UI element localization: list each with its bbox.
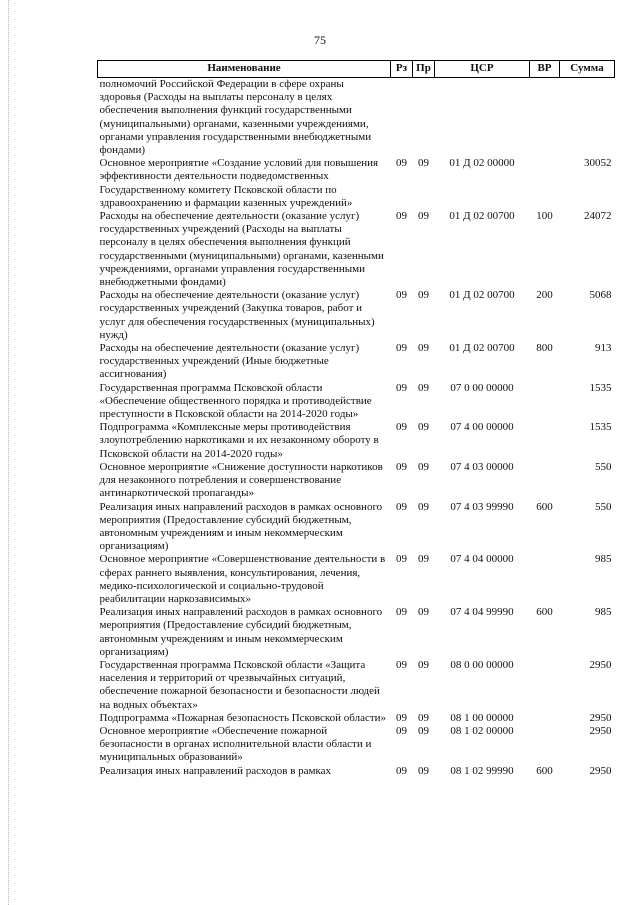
cell-name: Государственная программа Псковской области «Защита населения и территорий от чрезвычайных ситуаций, обеспечение пожарной безопасности и безопасности людей на водных объектах»: [99, 658, 380, 711]
cell-csr: 07 4 04 99990: [450, 606, 514, 619]
cell-rz: [391, 78, 413, 158]
cell-name: Основное мероприятие «Снижение доступности наркотиков для незаконного потребления и совершенствование антинаркотической пропаганды»: [99, 460, 383, 500]
cell-vr: 600: [536, 764, 553, 777]
cell-name: Реализация иных направлений расходов в рамках основного мероприятия (Предоставление субсидий бюджетным, автономным учреждениям и иным некоммерческим организациям): [99, 606, 383, 658]
cell-pr: 09: [418, 711, 429, 724]
table-row: [98, 501, 615, 554]
cell-rz: 09: [396, 342, 407, 355]
cell-rz: 09: [396, 289, 407, 302]
header-csr: ЦСР: [435, 61, 530, 78]
cell-pr: 09: [418, 289, 429, 302]
cell-name: Реализация иных направлений расходов в рамках: [99, 764, 332, 777]
cell-sum: 2950: [589, 764, 612, 777]
cell-vr: [530, 659, 560, 712]
cell-rz: 09: [396, 606, 407, 619]
table-row: [98, 659, 615, 712]
table-row: [98, 725, 615, 765]
cell-csr: 07 4 00 00000: [450, 421, 514, 434]
cell-name: Реализация иных направлений расходов в рамках основного мероприятия (Предоставление субсидий бюджетным, автономным учреждениям и иным некоммерческим организациям): [99, 500, 383, 553]
cell-pr: 09: [418, 724, 429, 737]
cell-csr: 01 Д 02 00000: [449, 157, 515, 170]
cell-vr: 200: [536, 289, 553, 302]
table-row: [98, 289, 615, 342]
cell-name: Расходы на обеспечение деятельности (оказание услуг) государственных учреждений (Иные бюджетные ассигнования): [99, 342, 360, 381]
cell-sum: 5068: [589, 289, 612, 302]
cell-pr: 09: [418, 421, 429, 434]
table-row: [98, 421, 615, 461]
cell-vr: 600: [536, 606, 553, 619]
cell-csr: 07 4 04 00000: [450, 553, 514, 566]
table-row: [98, 157, 615, 210]
cell-name: Подпрограмма «Комплексные меры противодействия злоупотреблению наркотиками и их незаконному обороту в Псковской области на 2014-2020 годы»: [99, 421, 379, 460]
table-row: [98, 78, 615, 158]
cell-sum: 550: [595, 460, 612, 473]
cell-csr: 07 0 00 00000: [450, 381, 514, 394]
cell-name: Основное мероприятие «Создание условий для повышения эффективности деятельности подведомственных Государственному комитету Псковской области по здравоохранению и фармации казенных учреждений»: [99, 157, 379, 209]
cell-name: Расходы на обеспечение деятельности (оказание услуг) государственных учреждений (Закупка товаров, работ и услуг для обеспечения государственных (муниципальных) нужд): [99, 289, 375, 341]
cell-pr: 09: [418, 342, 429, 355]
cell-rz: 09: [396, 724, 407, 737]
cell-pr: 09: [418, 658, 429, 671]
cell-vr: [530, 725, 560, 765]
header-vr: ВР: [530, 61, 560, 78]
cell-name: Государственная программа Псковской области «Обеспечение общественного порядка и противодействие преступности в Псковской области на 2014-2020 годы»: [99, 381, 372, 421]
cell-csr: 01 Д 02 00700: [449, 210, 515, 223]
cell-csr: 07 4 03 99990: [450, 500, 514, 513]
cell-sum: 2950: [589, 724, 612, 737]
cell-vr: [530, 712, 560, 725]
cell-pr: 09: [418, 606, 429, 619]
cell-vr: [530, 78, 560, 158]
cell-vr: [530, 157, 560, 210]
cell-name: Основное мероприятие «Обеспечение пожарной безопасности в органах исполнительной власти области и муниципальных образований»: [99, 724, 372, 764]
header-rz: Рз: [391, 61, 413, 78]
cell-vr: [530, 382, 560, 422]
cell-rz: 09: [396, 381, 407, 394]
cell-sum: 24072: [584, 210, 612, 223]
cell-name: Основное мероприятие «Совершенствование деятельности в сферах раннего выявления, консультирования, лечения, медико-психологической и социально-трудовой реабилитации наркозависимых»: [99, 553, 386, 605]
cell-vr: 600: [536, 500, 553, 513]
cell-rz: 09: [396, 553, 407, 566]
cell-sum: 2950: [589, 658, 612, 671]
cell-pr: 09: [418, 764, 429, 777]
table-row: [98, 712, 615, 725]
cell-pr: 09: [418, 157, 429, 170]
cell-pr: 09: [418, 381, 429, 394]
header-name: Наименование: [98, 61, 391, 78]
cell-pr: 09: [418, 553, 429, 566]
cell-vr: [530, 421, 560, 461]
cell-sum: 1535: [589, 381, 612, 394]
margin-scan-line: [8, 0, 10, 905]
cell-csr: 08 1 02 00000: [450, 724, 514, 737]
cell-vr: [530, 461, 560, 501]
cell-rz: 09: [396, 157, 407, 170]
table-row: [98, 606, 615, 659]
cell-name: Подпрограмма «Пожарная безопасность Псковской области»: [99, 711, 387, 724]
cell-rz: 09: [396, 764, 407, 777]
cell-name: полномочий Российской Федерации в сфере охраны здоровья (Расходы на выплаты персоналу в целях обеспечения выполнения функций государственными (муниципальными) органами, казенными учреждениями, органами управления государственными внебюджетными фондами): [99, 78, 372, 157]
cell-rz: 09: [396, 711, 407, 724]
cell-sum: 985: [595, 606, 612, 619]
cell-pr: 09: [418, 460, 429, 473]
cell-rz: 09: [396, 421, 407, 434]
cell-pr: [413, 78, 435, 158]
cell-csr: 08 1 02 99990: [450, 764, 514, 777]
cell-sum: 913: [595, 342, 612, 355]
cell-csr: 01 Д 02 00700: [449, 289, 515, 302]
table-row: [98, 210, 615, 289]
cell-sum: 985: [595, 553, 612, 566]
cell-rz: 09: [396, 500, 407, 513]
table-body: [98, 78, 615, 778]
cell-sum: [560, 78, 615, 158]
cell-vr: 800: [536, 342, 553, 355]
cell-name: Расходы на обеспечение деятельности (оказание услуг) государственных учреждений (Расходы на выплаты персоналу в целях обеспечения выполнения функций государственными (муниципальными) органами, казенными учреждениями, органами управления государственными внебюджетными фондами): [99, 210, 384, 289]
cell-sum: 2950: [589, 711, 612, 724]
table-row: [98, 461, 615, 501]
cell-csr: 08 0 00 00000: [450, 658, 514, 671]
header-sum: Сумма: [560, 61, 615, 78]
cell-csr: 07 4 03 00000: [450, 460, 514, 473]
cell-rz: 09: [396, 210, 407, 223]
cell-vr: 100: [536, 210, 553, 223]
table-row: [98, 765, 615, 778]
budget-table: [97, 60, 615, 778]
cell-rz: 09: [396, 460, 407, 473]
cell-sum: 30052: [584, 157, 612, 170]
page-number: 75: [314, 33, 326, 47]
cell-rz: 09: [396, 658, 407, 671]
table-row: [98, 342, 615, 382]
cell-sum: 1535: [589, 421, 612, 434]
cell-vr: [530, 553, 560, 606]
table-header: [98, 61, 615, 78]
cell-csr: [435, 78, 530, 158]
table-row: [98, 382, 615, 422]
table-row: [98, 553, 615, 606]
cell-sum: 550: [595, 500, 612, 513]
header-pr: Пр: [413, 61, 435, 78]
cell-csr: 01 Д 02 00700: [449, 342, 515, 355]
cell-pr: 09: [418, 210, 429, 223]
cell-csr: 08 1 00 00000: [450, 711, 514, 724]
cell-pr: 09: [418, 500, 429, 513]
